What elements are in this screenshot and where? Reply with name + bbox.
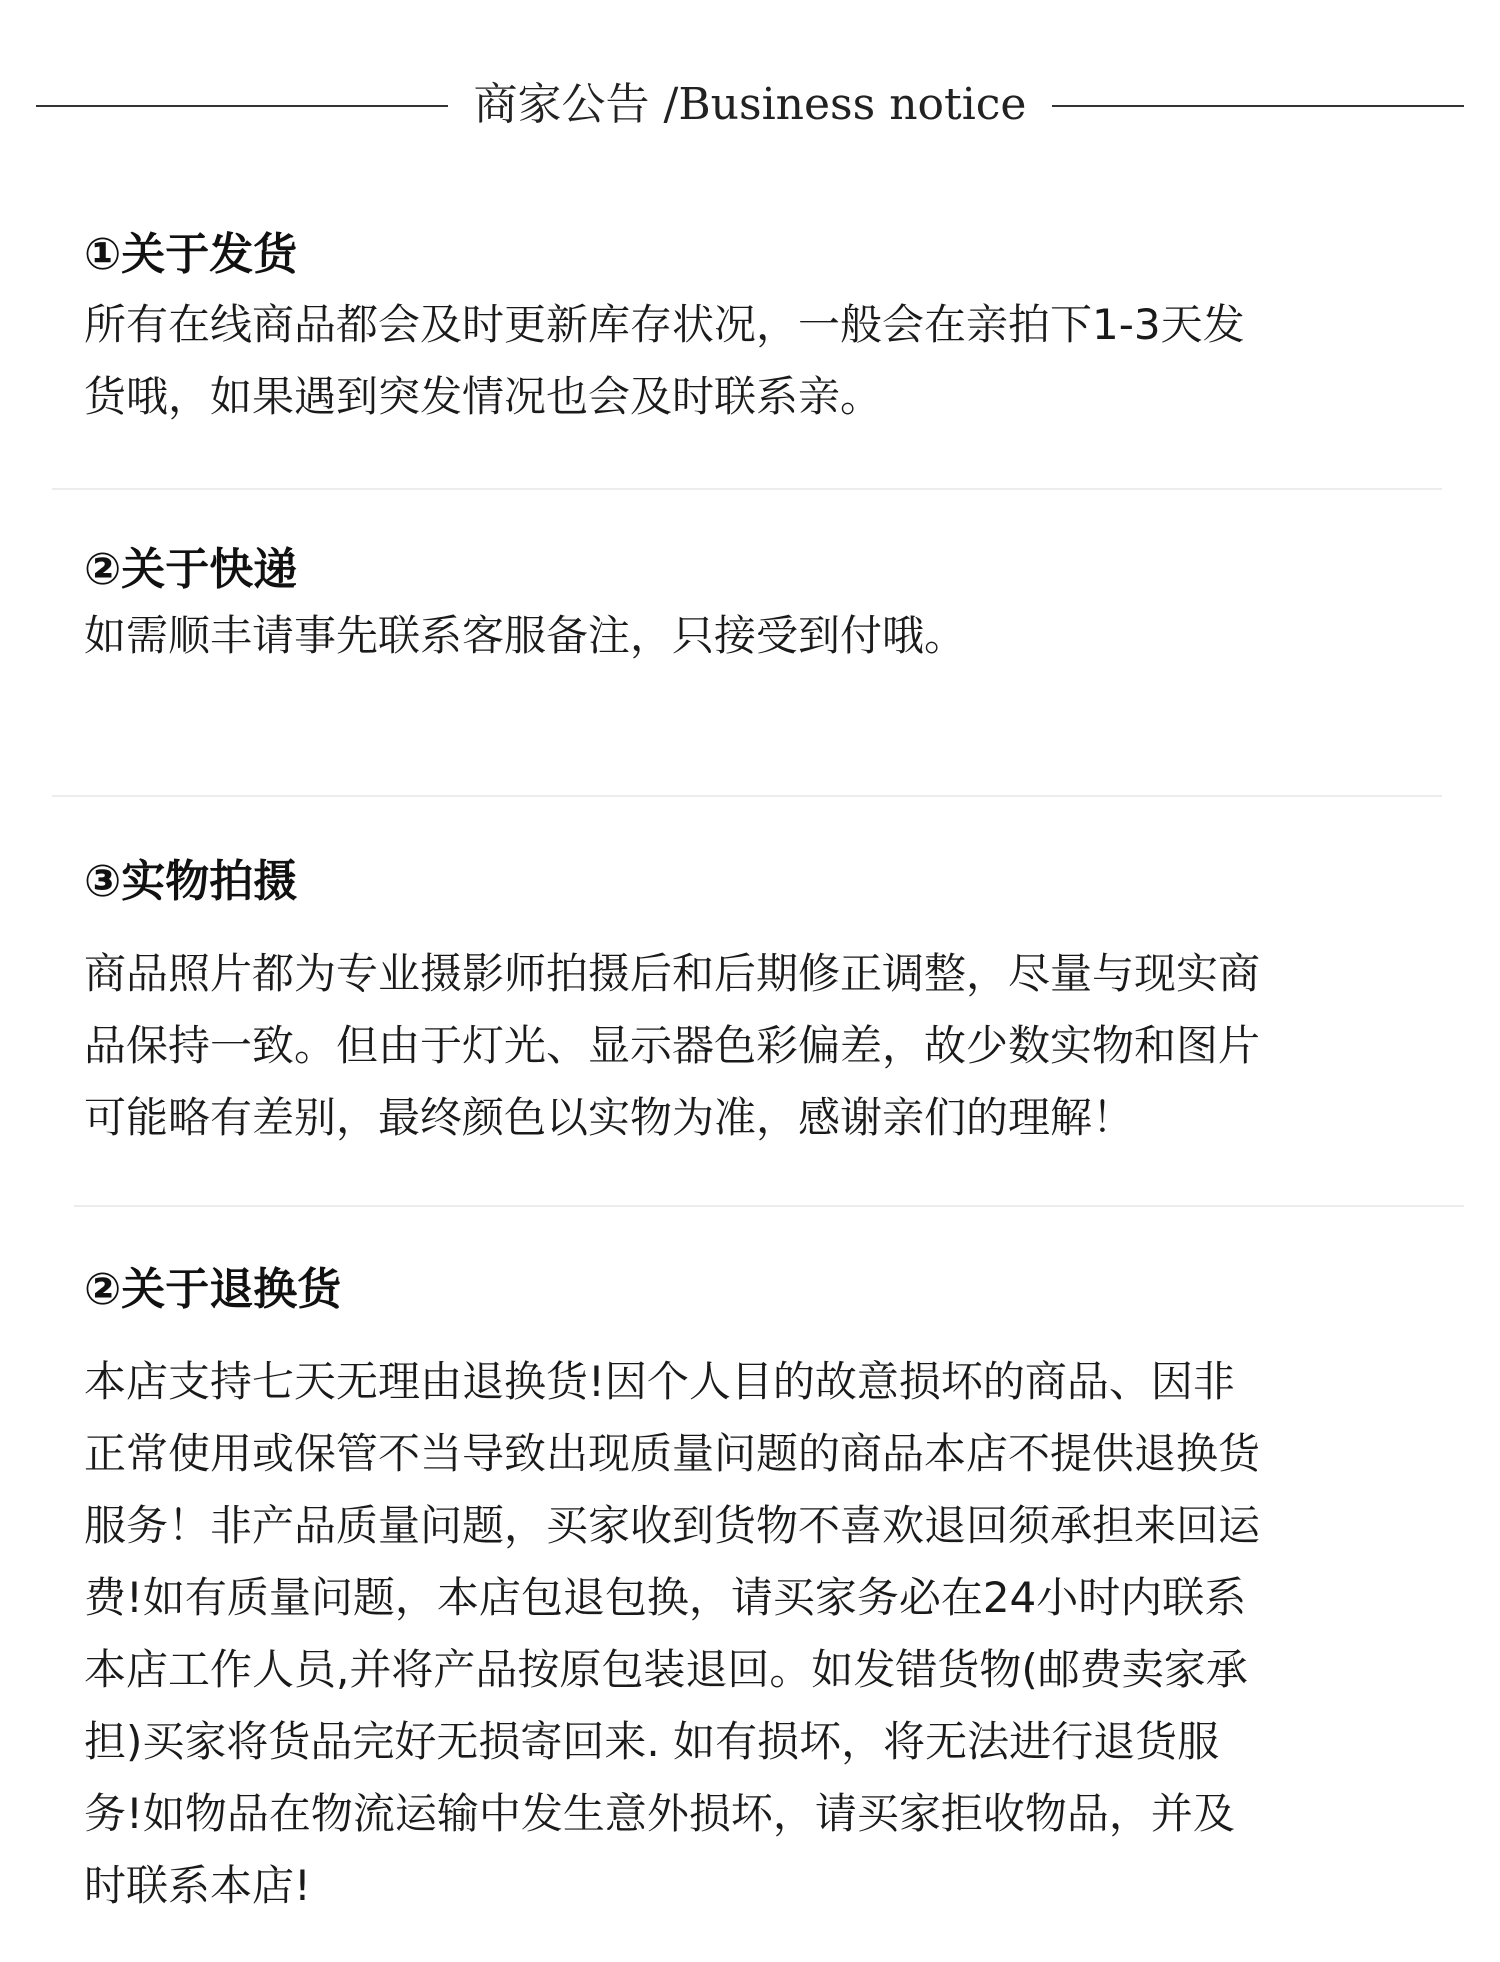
header-right-rule: [1052, 105, 1464, 107]
body-line: 如需顺丰请事先联系客服备注，只接受到付哦。: [84, 611, 967, 660]
section-courier: [84, 540, 1454, 672]
section-shipping: [84, 225, 1454, 433]
section-body: [84, 289, 1444, 433]
body-line: 务!如物品在物流运输中发生意外损坏，请买家拒收物品，并及: [84, 1789, 1235, 1838]
header-left-rule: [36, 105, 448, 107]
notice-title: 商家公告 /Business notice: [473, 79, 1027, 130]
body-line: 商品照片都为专业摄影师拍摄后和后期修正调整，尽量与现实商: [84, 949, 1261, 998]
body-line: 本店工作人员,并将产品按原包装退回。如发错货物(邮费卖家承: [84, 1645, 1248, 1694]
body-line: 货哦，如果遇到突发情况也会及时联系亲。: [84, 372, 883, 421]
section-heading: ①关于发货: [84, 229, 298, 280]
section-divider: [52, 488, 1442, 490]
section-heading: ③实物拍摄: [84, 856, 298, 907]
section-photography: [84, 852, 1454, 1154]
section-heading: ②关于退换货: [84, 1264, 342, 1315]
section-body: [84, 938, 1444, 1154]
section-body: [84, 600, 1444, 672]
section-returns: [84, 1260, 1454, 1922]
section-divider: [74, 1205, 1464, 1207]
body-line: 本店支持七天无理由退换货!因个人目的故意损坏的商品、因非: [84, 1357, 1235, 1406]
body-line: 可能略有差别，最终颜色以实物为准，感谢亲们的理解！: [84, 1093, 1135, 1142]
body-line: 时联系本店!: [84, 1861, 311, 1910]
body-line: 所有在线商品都会及时更新库存状况，一般会在亲拍下1-3天发: [84, 300, 1245, 349]
section-body: [84, 1346, 1444, 1922]
body-line: 正常使用或保管不当导致出现质量问题的商品本店不提供退换货: [84, 1429, 1261, 1478]
body-line: 担)买家将货品完好无损寄回来. 如有损坏，将无法进行退货服: [84, 1717, 1220, 1766]
section-heading: ②关于快递: [84, 544, 298, 595]
notice-header: [0, 70, 1500, 140]
body-line: 服务！非产品质量问题，买家收到货物不喜欢退回须承担来回运: [84, 1501, 1261, 1550]
body-line: 品保持一致。但由于灯光、显示器色彩偏差，故少数实物和图片: [84, 1021, 1261, 1070]
section-divider: [52, 795, 1442, 797]
body-line: 费!如有质量问题，本店包退包换，请买家务必在24小时内联系: [84, 1573, 1247, 1622]
